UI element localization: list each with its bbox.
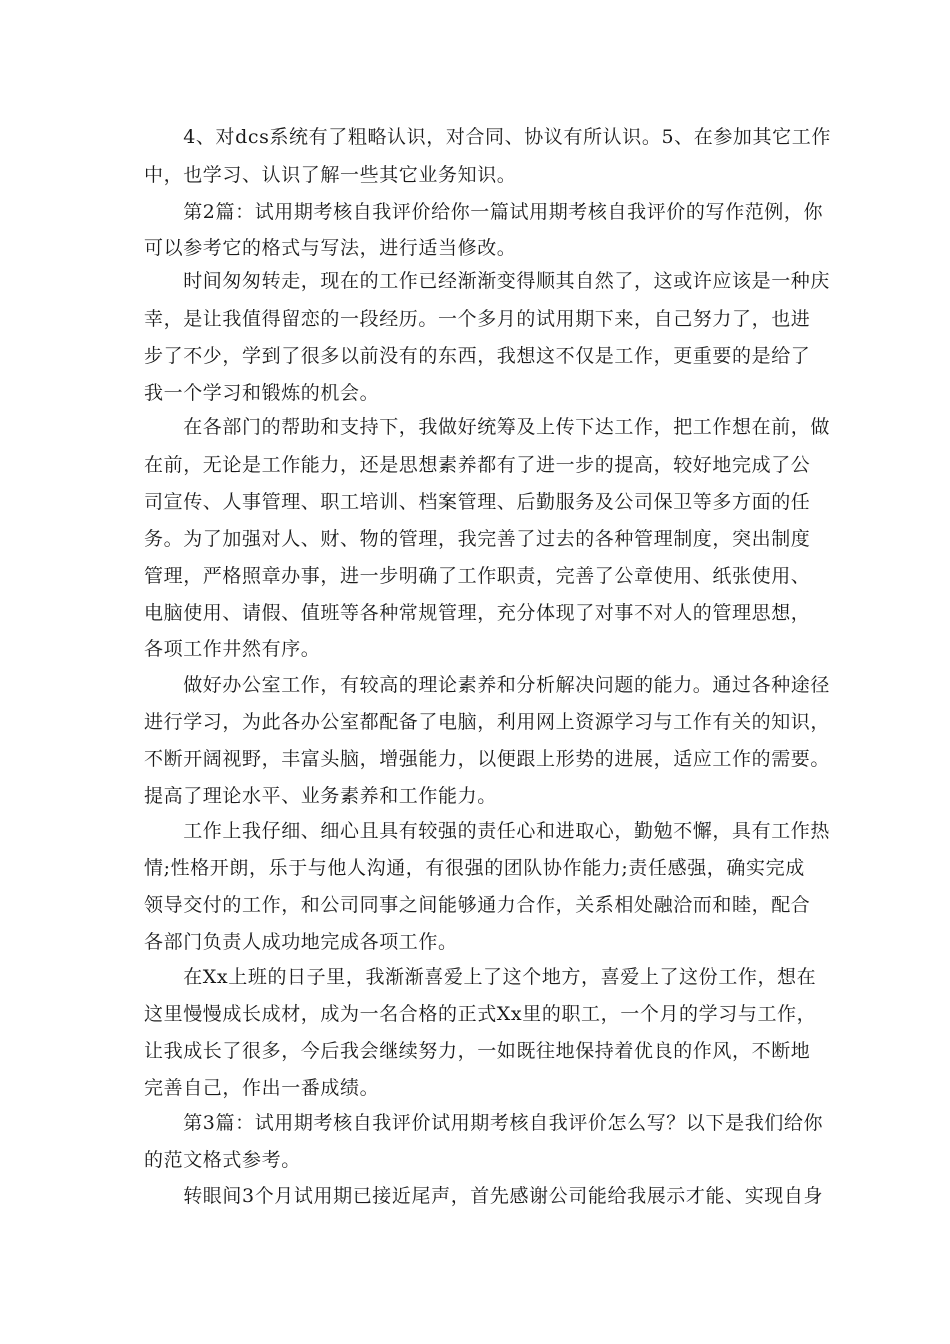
text-line: 让我成长了很多，今后我会继续努力，一如既往地保持着优良的作风，不断地 — [144, 1040, 811, 1062]
text-line: 在各部门的帮助和支持下，我做好统筹及上传下达工作，把工作想在前，做 — [144, 416, 831, 438]
text-line: 各项工作井然有序。 — [144, 638, 321, 660]
text-line: 这里慢慢成长成材，成为一名合格的正式Xx里的职工，一个月的学习与工作， — [144, 1003, 817, 1025]
text-line: 的范文格式参考。 — [144, 1149, 301, 1171]
text-line: 提高了理论水平、业务素养和工作能力。 — [144, 785, 497, 807]
text-line: 中，也学习、认识了解一些其它业务知识。 — [144, 164, 517, 186]
text-line: 转眼间3个月试用期已接近尾声，首先感谢公司能给我展示才能、实现自身 — [144, 1185, 824, 1207]
text-line: 时间匆匆转走，现在的工作已经渐渐变得顺其自然了，这或许应该是一种庆 — [144, 270, 831, 292]
text-line: 工作上我仔细、细心且具有较强的责任心和进取心，勤勉不懈，具有工作热 — [144, 820, 831, 842]
text-line: 司宣传、人事管理、职工培训、档案管理、后勤服务及公司保卫等多方面的任 — [144, 491, 811, 513]
text-line: 各部门负责人成功地完成各项工作。 — [144, 931, 458, 953]
text-line: 在Xx上班的日子里，我渐渐喜爱上了这个地方，喜爱上了这份工作，想在 — [144, 966, 817, 988]
text-line: 完善自己，作出一番成绩。 — [144, 1077, 380, 1099]
text-line: 情;性格开朗，乐于与他人沟通，有很强的团队协作能力;责任感强，确实完成 — [144, 857, 805, 879]
text-line: 管理，严格照章办事，进一步明确了工作职责，完善了公章使用、纸张使用、 — [144, 565, 811, 587]
text-line: 电脑使用、请假、值班等各种常规管理，充分体现了对事不对人的管理思想， — [144, 602, 811, 624]
text-line: 第2篇：试用期考核自我评价给你一篇试用期考核自我评价的写作范例，你 — [144, 201, 824, 223]
text-line: 不断开阔视野，丰富头脑，增强能力，以便跟上形势的进展，适应工作的需要。 — [144, 748, 831, 770]
text-line: 4、对dcs系统有了粗略认识，对合同、协议有所认识。5、在参加其它工作 — [144, 126, 831, 148]
text-line: 我一个学习和锻炼的机会。 — [144, 382, 380, 404]
text-line: 幸，是让我值得留恋的一段经历。一个多月的试用期下来，自己努力了，也进 — [144, 308, 811, 330]
text-line: 务。为了加强对人、财、物的管理，我完善了过去的各种管理制度，突出制度 — [144, 528, 811, 550]
text-line: 领导交付的工作，和公司同事之间能够通力合作，关系相处融洽而和睦，配合 — [144, 894, 811, 916]
text-line: 步了不少，学到了很多以前没有的东西，我想这不仅是工作，更重要的是给了 — [144, 345, 811, 367]
text-line: 可以参考它的格式与写法，进行适当修改。 — [144, 237, 517, 259]
text-line: 做好办公室工作，有较高的理论素养和分析解决问题的能力。通过各种途径 — [144, 674, 831, 696]
text-line: 在前，无论是工作能力，还是思想素养都有了进一步的提高，较好地完成了公 — [144, 454, 811, 476]
text-line: 进行学习，为此各办公室都配备了电脑，利用网上资源学习与工作有关的知识， — [144, 711, 831, 733]
text-line: 第3篇：试用期考核自我评价试用期考核自我评价怎么写？以下是我们给你 — [144, 1112, 824, 1134]
